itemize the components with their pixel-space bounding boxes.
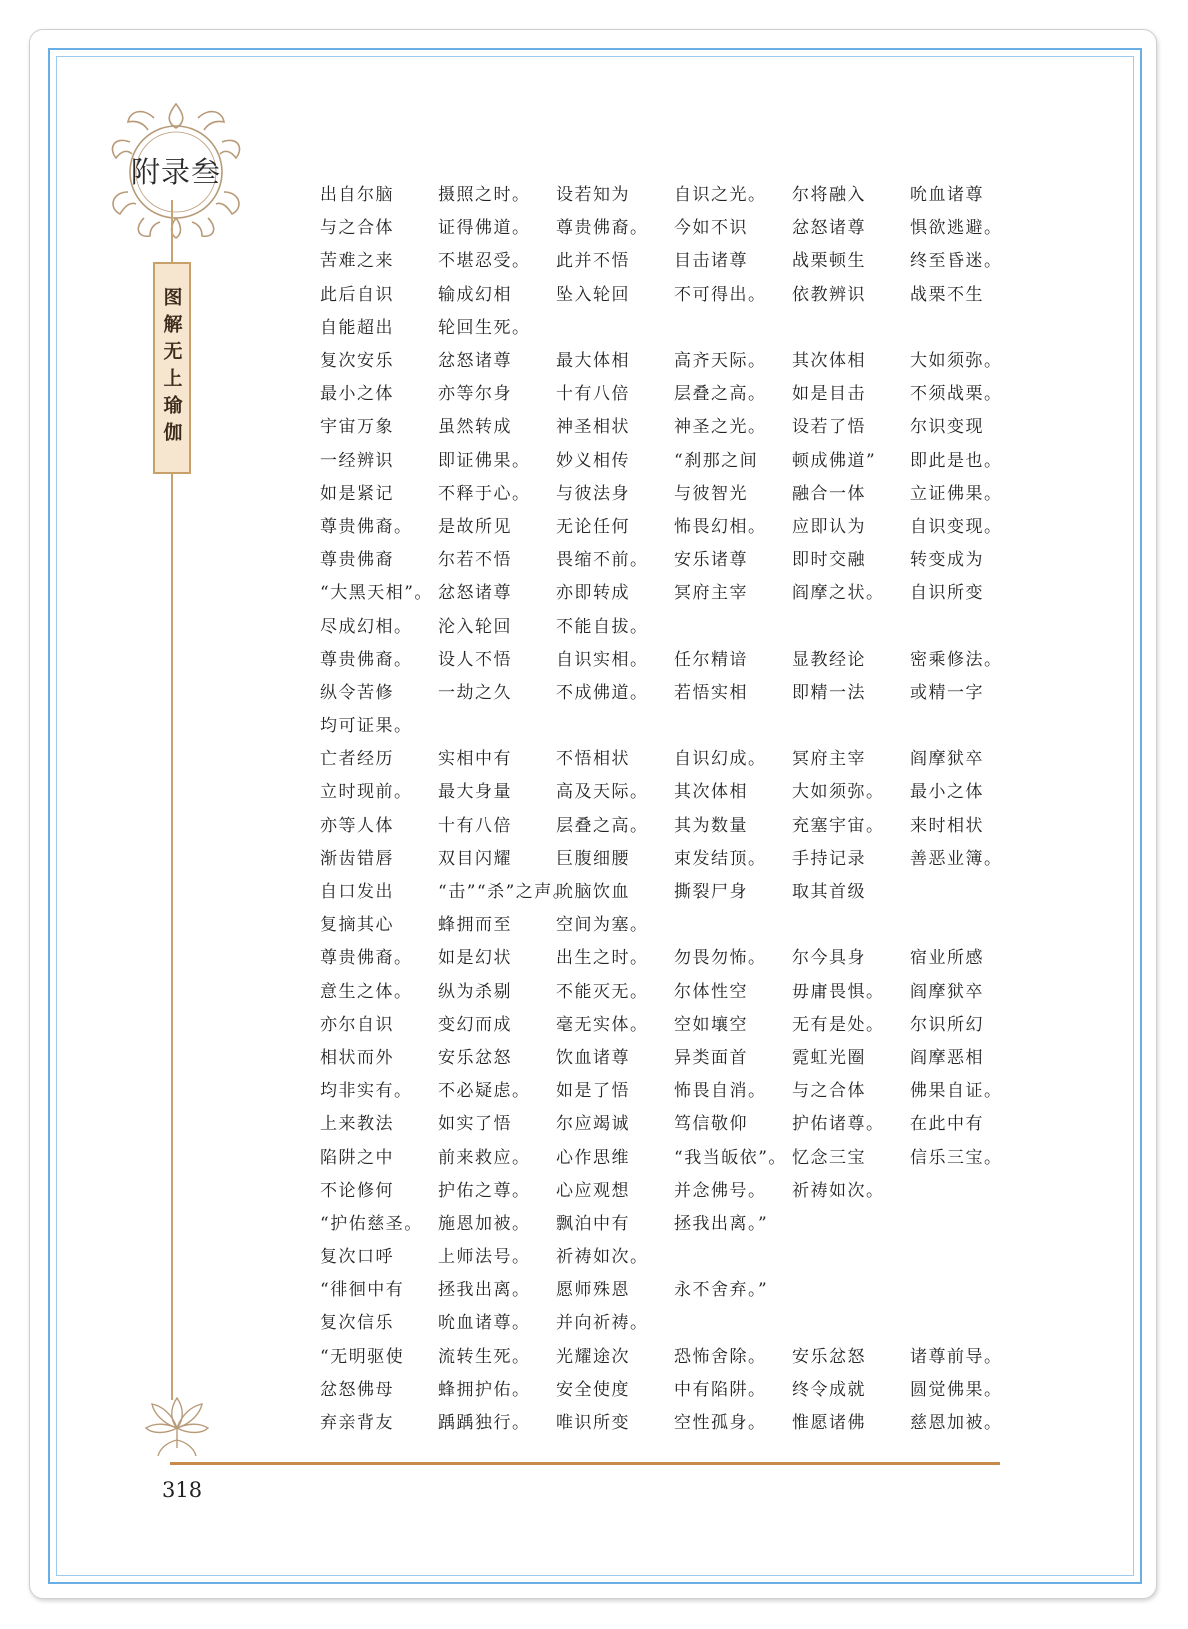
verse-phrase: “大黑天相”。	[320, 583, 433, 604]
verse-phrase: 并向祈祷。	[556, 1313, 649, 1334]
verse-phrase: 冥府主宰	[792, 749, 866, 770]
verse-phrase: 如是幻状	[438, 948, 512, 969]
verse-phrase: 自能超出	[320, 317, 394, 338]
verse-phrase: 战栗不生	[910, 284, 984, 305]
verse-phrase: 终令成就	[792, 1379, 866, 1400]
verse-line	[320, 773, 1020, 806]
verse-phrase: 笃信敬仰	[674, 1114, 748, 1135]
verse-line	[320, 1205, 1020, 1238]
verse-phrase: 均可证果。	[320, 716, 413, 737]
verse-phrase: 虽然转成	[438, 417, 512, 438]
verse-phrase: 或精一字	[910, 682, 984, 703]
verse-phrase: 最小之体	[320, 384, 394, 405]
verse-line	[320, 574, 1020, 607]
verse-phrase: 不悟相状	[556, 749, 630, 770]
verse-phrase: 亦等人体	[320, 815, 394, 836]
verse-phrase: 神圣相状	[556, 417, 630, 438]
verse-phrase: 高齐天际。	[674, 351, 767, 372]
verse-phrase: 安乐忿怒	[792, 1346, 866, 1367]
verse-phrase: “护佑慈圣。	[320, 1213, 423, 1234]
verse-line	[320, 840, 1020, 873]
verse-phrase: 空间为塞。	[556, 915, 649, 936]
page-number: 318	[162, 1478, 203, 1502]
verse-phrase: 尊贵佛裔。	[556, 218, 649, 239]
verse-phrase: 忿怒诸尊	[792, 218, 866, 239]
verse-phrase: 阎摩之状。	[792, 583, 885, 604]
verse-line	[320, 1271, 1020, 1304]
book-title: 图解无上瑜伽	[160, 287, 183, 449]
verse-phrase: “我当皈依”。	[674, 1147, 787, 1168]
verse-phrase: 意生之体。	[320, 981, 413, 1002]
verse-phrase: 与彼智光	[674, 483, 748, 504]
verse-phrase: 吮血诸尊	[910, 185, 984, 206]
verse-phrase: 亡者经历	[320, 749, 394, 770]
verse-line	[320, 1338, 1020, 1371]
verse-phrase: 纵为杀剔	[438, 981, 512, 1002]
verse-phrase: 上来教法	[320, 1114, 394, 1135]
verse-phrase: 诸尊前导。	[910, 1346, 1003, 1367]
verse-phrase: 一经辨识	[320, 450, 394, 471]
verse-phrase: “击”“杀”之声。	[438, 882, 572, 903]
verse-phrase: 一劫之久	[438, 682, 512, 703]
verse-phrase: 畏缩不前。	[556, 550, 649, 571]
verse-phrase: 立证佛果。	[910, 483, 1003, 504]
verse-line	[320, 1072, 1020, 1105]
verse-phrase: 空如壤空	[674, 1014, 748, 1035]
verse-phrase: 上师法号。	[438, 1247, 531, 1268]
verse-line	[320, 442, 1020, 475]
verse-phrase: 弃亲背友	[320, 1413, 394, 1434]
verse-phrase: 如是紧记	[320, 483, 394, 504]
verse-line	[320, 1404, 1020, 1437]
verse-phrase: 此后自识	[320, 284, 394, 305]
verse-phrase: 毋庸畏惧。	[792, 981, 885, 1002]
verse-phrase: 勿畏勿怖。	[674, 948, 767, 969]
verse-phrase: 无有是处。	[792, 1014, 885, 1035]
verse-phrase: 怖畏幻相。	[674, 516, 767, 537]
verse-phrase: 信乐三宝。	[910, 1147, 1003, 1168]
verse-phrase: 亦等尔身	[438, 384, 512, 405]
verse-phrase: 与彼法身	[556, 483, 630, 504]
verse-phrase: 踽踽独行。	[438, 1413, 531, 1434]
verse-phrase: 惧欲逃避。	[910, 218, 1003, 239]
verse-phrase: 忿怒诸尊	[438, 583, 512, 604]
verse-phrase: 在此中有	[910, 1114, 984, 1135]
verse-phrase: 坠入轮回	[556, 284, 630, 305]
verse-line	[320, 674, 1020, 707]
verse-phrase: 异类面首	[674, 1047, 748, 1068]
verse-phrase: 如是了悟	[556, 1081, 630, 1102]
verse-phrase: 忿怒佛母	[320, 1379, 394, 1400]
verse-phrase: 妙义相传	[556, 450, 630, 471]
verse-phrase: 相状而外	[320, 1047, 394, 1068]
verse-phrase: 层叠之高。	[674, 384, 767, 405]
verse-phrase: 不能自拔。	[556, 616, 649, 637]
verse-phrase: 拯我出离。	[438, 1280, 531, 1301]
verse-phrase: 宿业所感	[910, 948, 984, 969]
verse-phrase: 尔若不悟	[438, 550, 512, 571]
verse-phrase: 心应观想	[556, 1180, 630, 1201]
verse-phrase: 慈恩加被。	[910, 1413, 1003, 1434]
verse-line	[320, 1371, 1020, 1404]
verse-phrase: 最小之体	[910, 782, 984, 803]
verse-line	[320, 607, 1020, 640]
verse-phrase: 来时相状	[910, 815, 984, 836]
verse-phrase: 证得佛道。	[438, 218, 531, 239]
verse-line	[320, 1238, 1020, 1271]
verse-phrase: 充塞宇宙。	[792, 815, 885, 836]
verse-phrase: 忆念三宝	[792, 1147, 866, 1168]
verse-phrase: 宇宙万象	[320, 417, 394, 438]
verse-phrase: 神圣之光。	[674, 417, 767, 438]
verse-line	[320, 906, 1020, 939]
verse-phrase: 复次安乐	[320, 351, 394, 372]
verse-phrase: 手持记录	[792, 848, 866, 869]
verse-phrase: 陷阱之中	[320, 1147, 394, 1168]
verse-phrase: 不能灭无。	[556, 981, 649, 1002]
verse-phrase: 如实了悟	[438, 1114, 512, 1135]
verse-phrase: 安乐忿怒	[438, 1047, 512, 1068]
verse-line	[320, 1006, 1020, 1039]
verse-phrase: 任尔精谙	[674, 649, 748, 670]
verse-phrase: 空性孤身。	[674, 1413, 767, 1434]
verse-phrase: 无论任何	[556, 516, 630, 537]
verse-phrase: 层叠之高。	[556, 815, 649, 836]
verse-phrase: 光耀途次	[556, 1346, 630, 1367]
verse-phrase: 心作思维	[556, 1147, 630, 1168]
verse-line	[320, 408, 1020, 441]
verse-phrase: 自口发出	[320, 882, 394, 903]
verse-phrase: 即时交融	[792, 550, 866, 571]
verse-line	[320, 508, 1020, 541]
verse-phrase: 十有八倍	[438, 815, 512, 836]
verse-phrase: 撕裂尸身	[674, 882, 748, 903]
verse-phrase: 不成佛道。	[556, 682, 649, 703]
appendix-label: 附录叁	[130, 155, 221, 189]
verse-phrase: 高及天际。	[556, 782, 649, 803]
verse-line	[320, 707, 1020, 740]
verse-phrase: 霓虹光圈	[792, 1047, 866, 1068]
verse-phrase: 怖畏自消。	[674, 1081, 767, 1102]
verse-phrase: 不堪忍受。	[438, 251, 531, 272]
verse-phrase: 尔识所幻	[910, 1014, 984, 1035]
verse-phrase: 祈祷如次。	[556, 1247, 649, 1268]
verse-phrase: 自识幻成。	[674, 749, 767, 770]
verse-line	[320, 807, 1020, 840]
verse-phrase: 设人不悟	[438, 649, 512, 670]
verse-phrase: 善恶业簿。	[910, 848, 1003, 869]
verse-line	[320, 176, 1020, 209]
verse-phrase: 阎摩恶相	[910, 1047, 984, 1068]
verse-phrase: 最大体相	[556, 351, 630, 372]
verse-phrase: 圆觉佛果。	[910, 1379, 1003, 1400]
verse-phrase: 祈祷如次。	[792, 1180, 885, 1201]
verse-phrase: 饮血诸尊	[556, 1047, 630, 1068]
verse-line	[320, 242, 1020, 275]
verse-phrase: 复摘其心	[320, 915, 394, 936]
verse-line	[320, 873, 1020, 906]
verse-phrase: 十有八倍	[556, 384, 630, 405]
verse-phrase: 自识变现。	[910, 516, 1003, 537]
verse-text-body	[320, 176, 1020, 1437]
verse-phrase: 尊贵佛裔	[320, 550, 394, 571]
lotus-ornament-icon	[142, 1390, 212, 1462]
verse-phrase: 尔将融入	[792, 185, 866, 206]
verse-phrase: 输成幻相	[438, 284, 512, 305]
verse-line	[320, 939, 1020, 972]
verse-phrase: 与之合体	[792, 1081, 866, 1102]
verse-phrase: 立时现前。	[320, 782, 413, 803]
verse-phrase: 即此是也。	[910, 450, 1003, 471]
verse-phrase: 护佑诸尊。	[792, 1114, 885, 1135]
verse-phrase: 出生之时。	[556, 948, 649, 969]
verse-phrase: 不可得出。	[674, 284, 767, 305]
footer-rule	[170, 1462, 1000, 1465]
verse-phrase: 设若知为	[556, 185, 630, 206]
verse-phrase: 安全使度	[556, 1379, 630, 1400]
verse-phrase: 应即认为	[792, 516, 866, 537]
verse-phrase: 沦入轮回	[438, 616, 512, 637]
verse-phrase: 恐怖舍除。	[674, 1346, 767, 1367]
verse-phrase: 此并不悟	[556, 251, 630, 272]
verse-phrase: 与之合体	[320, 218, 394, 239]
verse-phrase: 尔应竭诚	[556, 1114, 630, 1135]
verse-line	[320, 309, 1020, 342]
verse-phrase: 自识实相。	[556, 649, 649, 670]
verse-line	[320, 276, 1020, 309]
verse-line	[320, 475, 1020, 508]
verse-line	[320, 641, 1020, 674]
verse-phrase: 并念佛号。	[674, 1180, 767, 1201]
verse-phrase: 吮脑饮血	[556, 882, 630, 903]
verse-phrase: 即证佛果。	[438, 450, 531, 471]
verse-phrase: 佛果自证。	[910, 1081, 1003, 1102]
verse-phrase: 其次体相	[792, 351, 866, 372]
verse-line	[320, 1304, 1020, 1337]
verse-phrase: 终至昏迷。	[910, 251, 1003, 272]
verse-phrase: 飘泊中有	[556, 1213, 630, 1234]
verse-phrase: 尔体性空	[674, 981, 748, 1002]
verse-line	[320, 541, 1020, 574]
verse-phrase: “无明驱使	[320, 1346, 405, 1367]
verse-line	[320, 973, 1020, 1006]
verse-line	[320, 375, 1020, 408]
verse-phrase: 大如须弥。	[910, 351, 1003, 372]
verse-phrase: 实相中有	[438, 749, 512, 770]
verse-phrase: 依教辨识	[792, 284, 866, 305]
verse-phrase: 顿成佛道”	[792, 450, 877, 471]
verse-line	[320, 342, 1020, 375]
verse-phrase: 忿怒诸尊	[438, 351, 512, 372]
verse-line	[320, 1138, 1020, 1171]
verse-line	[320, 1105, 1020, 1138]
verse-phrase: 战栗顿生	[792, 251, 866, 272]
verse-phrase: 其为数量	[674, 815, 748, 836]
verse-line	[320, 1039, 1020, 1072]
verse-phrase: 蜂拥而至	[438, 915, 512, 936]
verse-phrase: 是故所见	[438, 516, 512, 537]
verse-phrase: 即精一法	[792, 682, 866, 703]
verse-phrase: 融合一体	[792, 483, 866, 504]
verse-phrase: “徘徊中有	[320, 1280, 405, 1301]
verse-phrase: 若悟实相	[674, 682, 748, 703]
verse-phrase: 均非实有。	[320, 1081, 413, 1102]
verse-phrase: 安乐诸尊	[674, 550, 748, 571]
verse-phrase: 密乘修法。	[910, 649, 1003, 670]
verse-phrase: 尊贵佛裔。	[320, 516, 413, 537]
verse-phrase: 亦即转成	[556, 583, 630, 604]
verse-phrase: 唯识所变	[556, 1413, 630, 1434]
verse-phrase: 中有陷阱。	[674, 1379, 767, 1400]
verse-phrase: 不论修何	[320, 1180, 394, 1201]
verse-phrase: 取其首级	[792, 882, 866, 903]
verse-phrase: 变幻而成	[438, 1014, 512, 1035]
verse-phrase: 尊贵佛裔。	[320, 948, 413, 969]
verse-phrase: 自识所变	[910, 583, 984, 604]
verse-phrase: “刹那之间	[674, 450, 759, 471]
verse-phrase: 束发结顶。	[674, 848, 767, 869]
verse-phrase: 巨腹细腰	[556, 848, 630, 869]
verse-phrase: 冥府主宰	[674, 583, 748, 604]
verse-phrase: 自识之光。	[674, 185, 767, 206]
verse-phrase: 尽成幻相。	[320, 616, 413, 637]
verse-phrase: 毫无实体。	[556, 1014, 649, 1035]
verse-phrase: 其次体相	[674, 782, 748, 803]
verse-phrase: 双目闪耀	[438, 848, 512, 869]
verse-phrase: 拯我出离。”	[674, 1213, 769, 1234]
verse-phrase: 今如不识	[674, 218, 748, 239]
verse-phrase: 尊贵佛裔。	[320, 649, 413, 670]
verse-phrase: 永不舍弃。”	[674, 1280, 769, 1301]
verse-phrase: 施恩加被。	[438, 1213, 531, 1234]
verse-phrase: 不须战栗。	[910, 384, 1003, 405]
verse-line	[320, 740, 1020, 773]
verse-phrase: 摄照之时。	[438, 185, 531, 206]
verse-phrase: 流转生死。	[438, 1346, 531, 1367]
verse-phrase: 苦难之来	[320, 251, 394, 272]
verse-phrase: 显教经论	[792, 649, 866, 670]
verse-phrase: 渐齿错唇	[320, 848, 394, 869]
book-title-tab	[153, 262, 191, 474]
verse-phrase: 愿师殊恩	[556, 1280, 630, 1301]
verse-phrase: 尔今具身	[792, 948, 866, 969]
verse-line	[320, 209, 1020, 242]
verse-phrase: 蜂拥护佑。	[438, 1379, 531, 1400]
verse-phrase: 惟愿诸佛	[792, 1413, 866, 1434]
verse-phrase: 阎摩狱卒	[910, 749, 984, 770]
verse-phrase: 设若了悟	[792, 417, 866, 438]
verse-phrase: 不必疑虑。	[438, 1081, 531, 1102]
verse-phrase: 亦尔自识	[320, 1014, 394, 1035]
verse-phrase: 不释于心。	[438, 483, 531, 504]
verse-phrase: 护佑之尊。	[438, 1180, 531, 1201]
verse-phrase: 轮回生死。	[438, 317, 531, 338]
verse-phrase: 尔识变现	[910, 417, 984, 438]
verse-phrase: 阎摩狱卒	[910, 981, 984, 1002]
verse-phrase: 纵令苦修	[320, 682, 394, 703]
verse-phrase: 转变成为	[910, 550, 984, 571]
verse-phrase: 如是目击	[792, 384, 866, 405]
verse-phrase: 最大身量	[438, 782, 512, 803]
verse-line	[320, 1172, 1020, 1205]
verse-phrase: 复次口呼	[320, 1247, 394, 1268]
verse-phrase: 出自尔脑	[320, 185, 394, 206]
verse-phrase: 前来救应。	[438, 1147, 531, 1168]
verse-phrase: 复次信乐	[320, 1313, 394, 1334]
verse-phrase: 目击诸尊	[674, 251, 748, 272]
verse-phrase: 吮血诸尊。	[438, 1313, 531, 1334]
verse-phrase: 大如须弥。	[792, 782, 885, 803]
